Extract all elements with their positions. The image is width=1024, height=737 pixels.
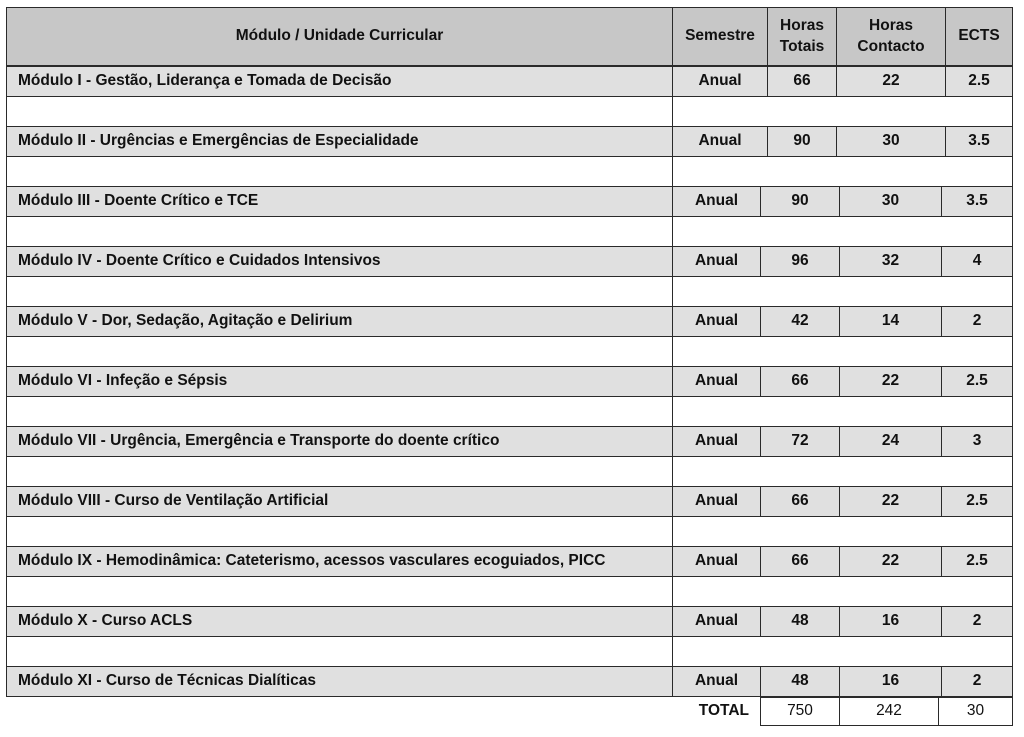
module-name: Módulo X - Curso ACLS (6, 606, 673, 637)
header-module: Módulo / Unidade Curricular (6, 7, 673, 66)
ects-cell: 2.5 (945, 66, 1013, 97)
spacer-left (6, 457, 673, 486)
hours-total-cell: 90 (767, 126, 837, 157)
semester-cell: Anual (672, 66, 768, 97)
spacer-left (6, 517, 673, 546)
module-name: Módulo V - Dor, Sedação, Agitação e Delirium (6, 306, 673, 337)
hours-total-cell: 48 (760, 606, 840, 637)
spacer-right (672, 277, 1013, 306)
spacer-right (672, 157, 1013, 186)
spacer-right (672, 97, 1013, 126)
ects-cell: 2.5 (941, 486, 1013, 517)
ects-cell: 2.5 (941, 546, 1013, 577)
semester-cell: Anual (672, 246, 761, 277)
hours-contact-cell: 22 (839, 546, 942, 577)
module-name: Módulo IV - Doente Crítico e Cuidados Intensivos (6, 246, 673, 277)
total-label: TOTAL (672, 697, 761, 726)
hours-total-cell: 72 (760, 426, 840, 457)
hours-total-cell: 66 (760, 486, 840, 517)
semester-cell: Anual (672, 666, 761, 697)
hours-total-cell: 48 (760, 666, 840, 697)
header-hours-contact: Horas Contacto (836, 7, 946, 66)
spacer-right (672, 577, 1013, 606)
spacer-right (672, 637, 1013, 666)
ects-cell: 2 (941, 666, 1013, 697)
total-ects: 30 (938, 697, 1013, 726)
spacer-left (6, 397, 673, 426)
spacer-right (672, 397, 1013, 426)
header-hours-total: Horas Totais (767, 7, 837, 66)
hours-total-cell: 66 (760, 546, 840, 577)
spacer-right (672, 217, 1013, 246)
total-hours-total: 750 (760, 697, 840, 726)
hours-contact-cell: 24 (839, 426, 942, 457)
module-name: Módulo VII - Urgência, Emergência e Transporte do doente crítico (6, 426, 673, 457)
hours-contact-cell: 16 (839, 666, 942, 697)
module-name: Módulo VIII - Curso de Ventilação Artificial (6, 486, 673, 517)
ects-cell: 2 (941, 606, 1013, 637)
semester-cell: Anual (672, 126, 768, 157)
spacer-left (6, 277, 673, 306)
semester-cell: Anual (672, 546, 761, 577)
spacer-right (672, 457, 1013, 486)
hours-contact-cell: 30 (836, 126, 946, 157)
semester-cell: Anual (672, 186, 761, 217)
ects-cell: 3.5 (941, 186, 1013, 217)
module-name: Módulo VI - Infeção e Sépsis (6, 366, 673, 397)
spacer-left (6, 577, 673, 606)
hours-contact-cell: 30 (839, 186, 942, 217)
hours-contact-cell: 22 (836, 66, 946, 97)
spacer-right (672, 337, 1013, 366)
hours-total-cell: 96 (760, 246, 840, 277)
ects-cell: 4 (941, 246, 1013, 277)
hours-total-cell: 66 (767, 66, 837, 97)
spacer-right (672, 517, 1013, 546)
hours-contact-cell: 14 (839, 306, 942, 337)
header-semester: Semestre (672, 7, 768, 66)
spacer-left (6, 337, 673, 366)
module-name: Módulo XI - Curso de Técnicas Dialíticas (6, 666, 673, 697)
module-name: Módulo I - Gestão, Liderança e Tomada de Decisão (6, 66, 673, 97)
semester-cell: Anual (672, 426, 761, 457)
spacer-left (6, 637, 673, 666)
total-hours-contact: 242 (839, 697, 939, 726)
semester-cell: Anual (672, 366, 761, 397)
hours-contact-cell: 32 (839, 246, 942, 277)
module-name: Módulo II - Urgências e Emergências de Especialidade (6, 126, 673, 157)
hours-total-cell: 42 (760, 306, 840, 337)
module-name: Módulo III - Doente Crítico e TCE (6, 186, 673, 217)
hours-total-cell: 66 (760, 366, 840, 397)
semester-cell: Anual (672, 306, 761, 337)
hours-total-cell: 90 (760, 186, 840, 217)
hours-contact-cell: 22 (839, 486, 942, 517)
ects-cell: 3.5 (945, 126, 1013, 157)
semester-cell: Anual (672, 606, 761, 637)
ects-cell: 3 (941, 426, 1013, 457)
spacer-left (6, 217, 673, 246)
hours-contact-cell: 16 (839, 606, 942, 637)
module-name: Módulo IX - Hemodinâmica: Cateterismo, acessos vasculares ecoguiados, PICC (6, 546, 673, 577)
spacer-left (6, 157, 673, 186)
ects-cell: 2 (941, 306, 1013, 337)
ects-cell: 2.5 (941, 366, 1013, 397)
hours-contact-cell: 22 (839, 366, 942, 397)
semester-cell: Anual (672, 486, 761, 517)
header-ects: ECTS (945, 7, 1013, 66)
spacer-left (6, 97, 673, 126)
